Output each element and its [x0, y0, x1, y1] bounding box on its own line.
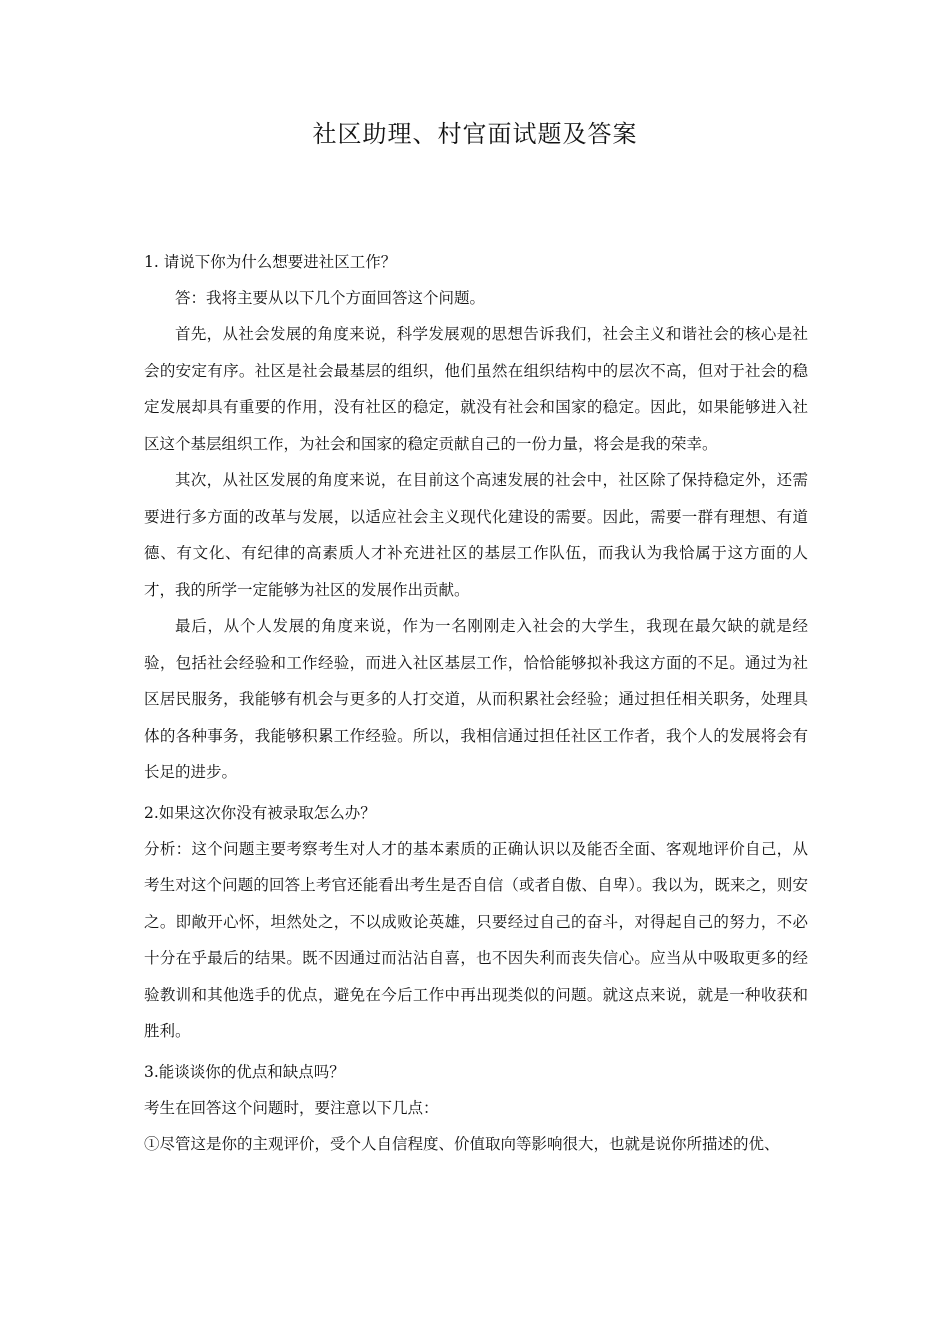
question-2-heading: 2.如果这次你没有被录取怎么办？ [144, 803, 376, 822]
document-title: 社区助理、村官面试题及答案 [312, 120, 638, 148]
question-3-intro: 考生在回答这个问题时，要注意以下几点： [144, 1098, 439, 1117]
question-1-paragraph-3: 最后，从个人发展的角度来说，作为一名刚刚走入社会的大学生，我现在最欠缺的就是经验，包括社会经验和工作经验，而进入社区基层工作，恰恰能够拟补我这方面的不足。通过为社区居民服务，我能够有机会与更多的人打交道，从而积累社会经验；通过担任相关职务，处理具体的各种事务，我能够积累工作经验。所以，我相信通过担任社区工作者，我个人的发展将会有长足的进步。 [144, 617, 808, 781]
question-3-point-1: ①尽管这是你的主观评价，受个人自信程度、价值取向等影响很大，也就是说你所描述的优、 [144, 1134, 780, 1153]
question-3-heading: 3.能谈谈你的优点和缺点吗？ [144, 1062, 345, 1081]
question-1-paragraph-2: 其次，从社区发展的角度来说，在目前这个高速发展的社会中，社区除了保持稳定外，还需要进行多方面的改革与发展，以适应社会主义现代化建设的需要。因此，需要一群有理想、有道德、有文化、有纪律的高素质人才补充进社区的基层工作队伍，而我认为我恰属于这方面的人才，我的所学一定能够为社区的发展作出贡献。 [144, 471, 808, 599]
question-2-analysis: 分析：这个问题主要考察考生对人才的基本素质的正确认识以及能否全面、客观地评价自己，从考生对这个问题的回答上考官还能看出考生是否自信（或者自傲、自卑）。我以为，既来之，则安之。即敞开心怀，坦然处之，不以成败论英雄，只要经过自己的奋斗，对得起自己的努力，不必十分在乎最后的结果。既不因通过而沾沾自喜，也不因失利而丧失信心。应当从中吸取更多的经验教训和其他选手的优点，避免在今后工作中再出现类似的问题。就这点来说，就是一种收获和胜利。 [144, 839, 808, 1040]
document-body [144, 244, 808, 1160]
question-1-paragraph-1: 首先，从社会发展的角度来说，科学发展观的思想告诉我们，社会主义和谐社会的核心是社会的安定有序。社区是社会最基层的组织，他们虽然在组织结构中的层次不高，但对于社会的稳定发展却具有重要的作用，没有社区的稳定，就没有社会和国家的稳定。因此，如果能够进入社区这个基层组织工作，为社会和国家的稳定贡献自己的一份力量，将会是我的荣幸。 [144, 325, 808, 453]
question-1-answer-intro: 答：我将主要从以下几个方面回答这个问题。 [175, 289, 486, 307]
question-1-heading: 1. 请说下你为什么想要进社区工作？ [144, 253, 397, 271]
